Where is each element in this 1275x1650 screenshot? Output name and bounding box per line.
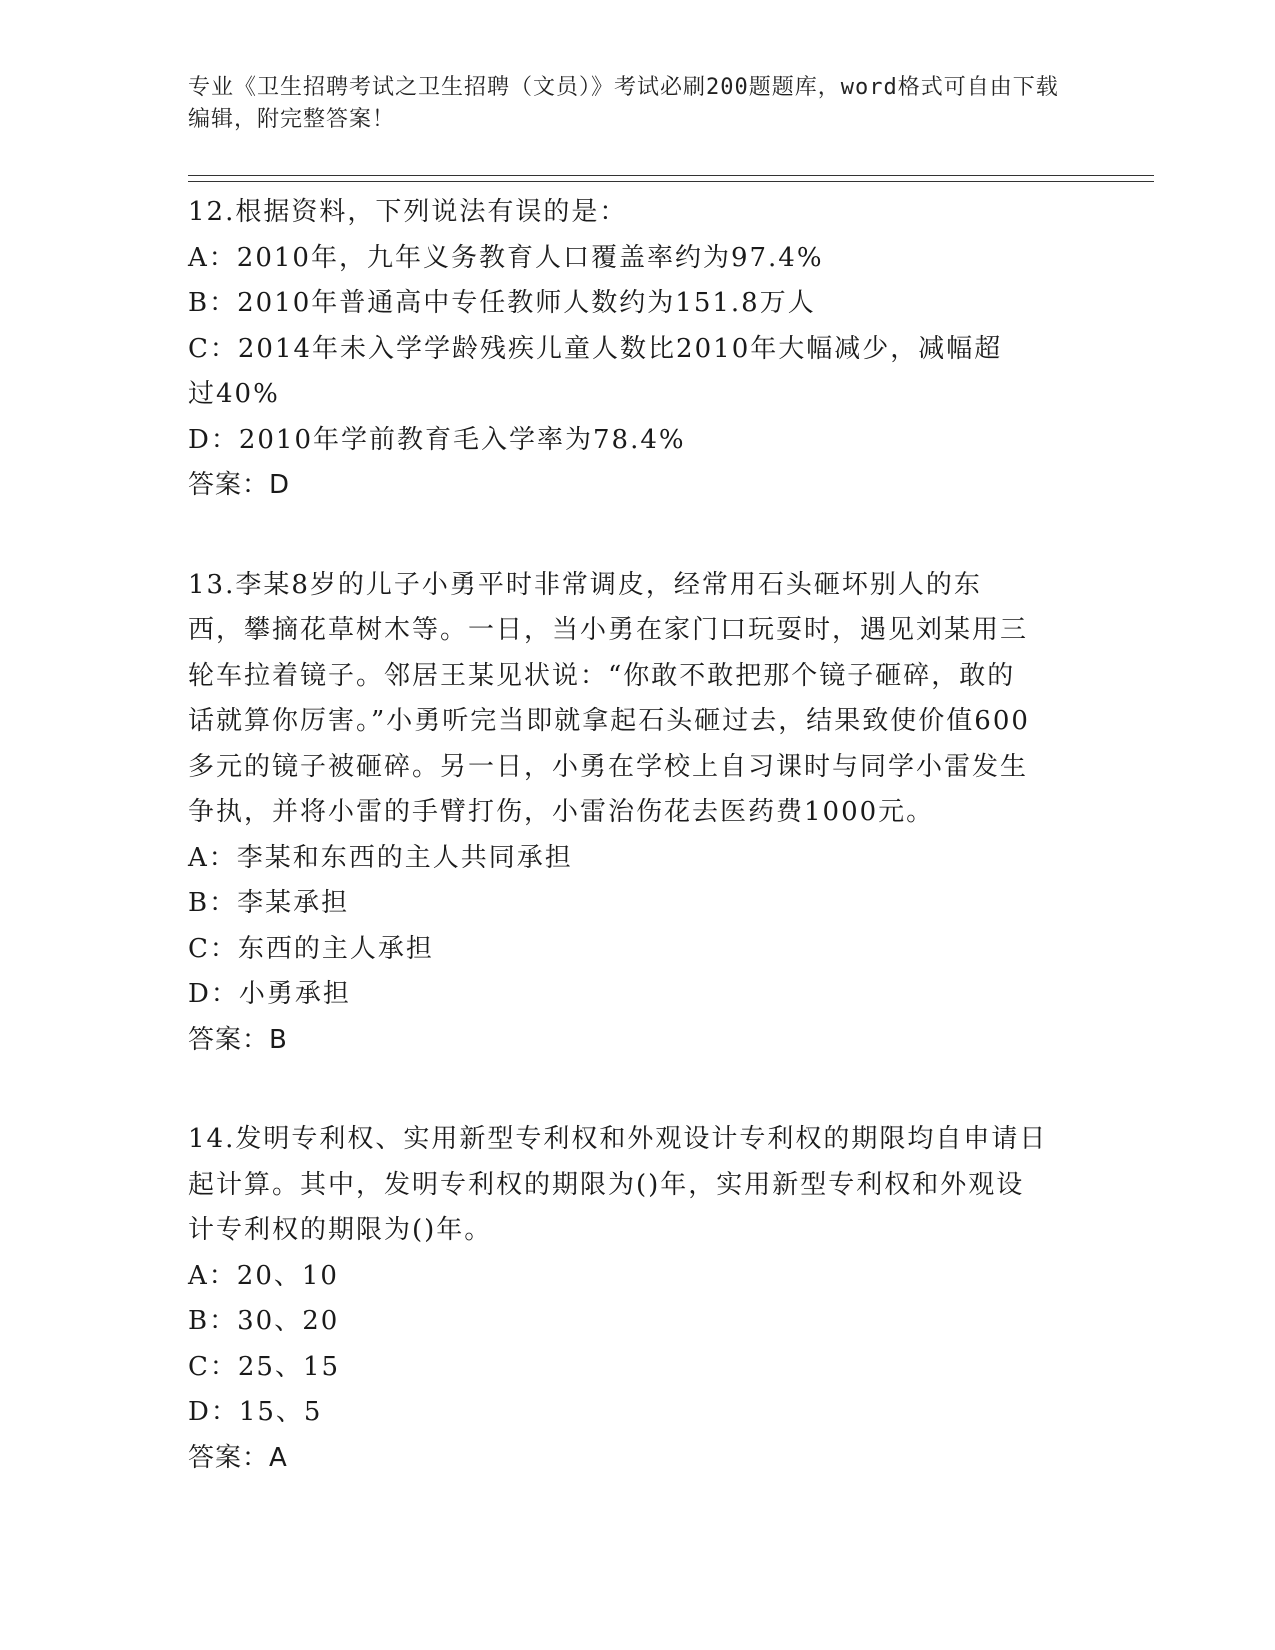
answer-label: 答案：B — [188, 1024, 288, 1055]
header-divider-top — [188, 175, 1154, 176]
question-stem: 14.发明专利权、实用新型专利权和外观设计专利权的期限均自申请日起计算。其中，发明专利权的期限为()年，实用新型专利权和外观设计专利权的期限为()年。 — [188, 1124, 1048, 1245]
document-header: 专业《卫生招聘考试之卫生招聘（文员）》考试必刷200题题库，word格式可自由下载编辑，附完整答案！ — [188, 75, 1059, 132]
question-12 — [188, 190, 1088, 509]
option-c: C：25、15 — [188, 1351, 341, 1382]
question-14 — [188, 1117, 1088, 1481]
question-spacer — [188, 1063, 1088, 1117]
question-list — [188, 190, 1088, 1481]
option-a: A：李某和东西的主人共同承担 — [188, 842, 573, 873]
answer-label: 答案：D — [188, 470, 291, 500]
option-c: C：东西的主人承担 — [188, 933, 434, 964]
option-d: D：15、5 — [188, 1397, 323, 1427]
option-a: A：2010年，九年义务教育人口覆盖率约为97.4% — [188, 242, 824, 273]
option-b: B：30、20 — [188, 1306, 340, 1336]
question-stem: 13.李某8岁的儿子小勇平时非常调皮，经常用石头砸坏别人的东西，攀摘花草树木等。一日，当小勇在家门口玩耍时，遇见刘某用三轮车拉着镜子。邻居王某见状说：“你敢不敢把那个镜子砸碎，敢的话就算你厉害。”小勇听完当即就拿起石头砸过去，结果致使价值600多元的镜子被砸碎。另一日，小勇在学校上自习课时与同学小雷发生争执，并将小雷的手臂打伤，小雷治伤花去医药费1000元。 — [188, 569, 1030, 827]
answer-label: 答案：A — [188, 1442, 288, 1473]
question-stem: 12.根据资料，下列说法有误的是： — [188, 197, 628, 227]
option-a: A：20、10 — [188, 1260, 339, 1291]
option-b: B：2010年普通高中专任教师人数约为151.8万人 — [188, 288, 816, 318]
option-b: B：李某承担 — [188, 888, 350, 918]
question-spacer — [188, 509, 1088, 563]
question-13 — [188, 563, 1088, 1064]
header-divider-bottom — [188, 181, 1154, 182]
option-d: D：小勇承担 — [188, 979, 351, 1009]
option-c: C：2014年未入学学龄残疾儿童人数比2010年大幅减少，减幅超过40% — [188, 333, 1003, 409]
option-d: D：2010年学前教育毛入学率为78.4% — [188, 424, 686, 455]
